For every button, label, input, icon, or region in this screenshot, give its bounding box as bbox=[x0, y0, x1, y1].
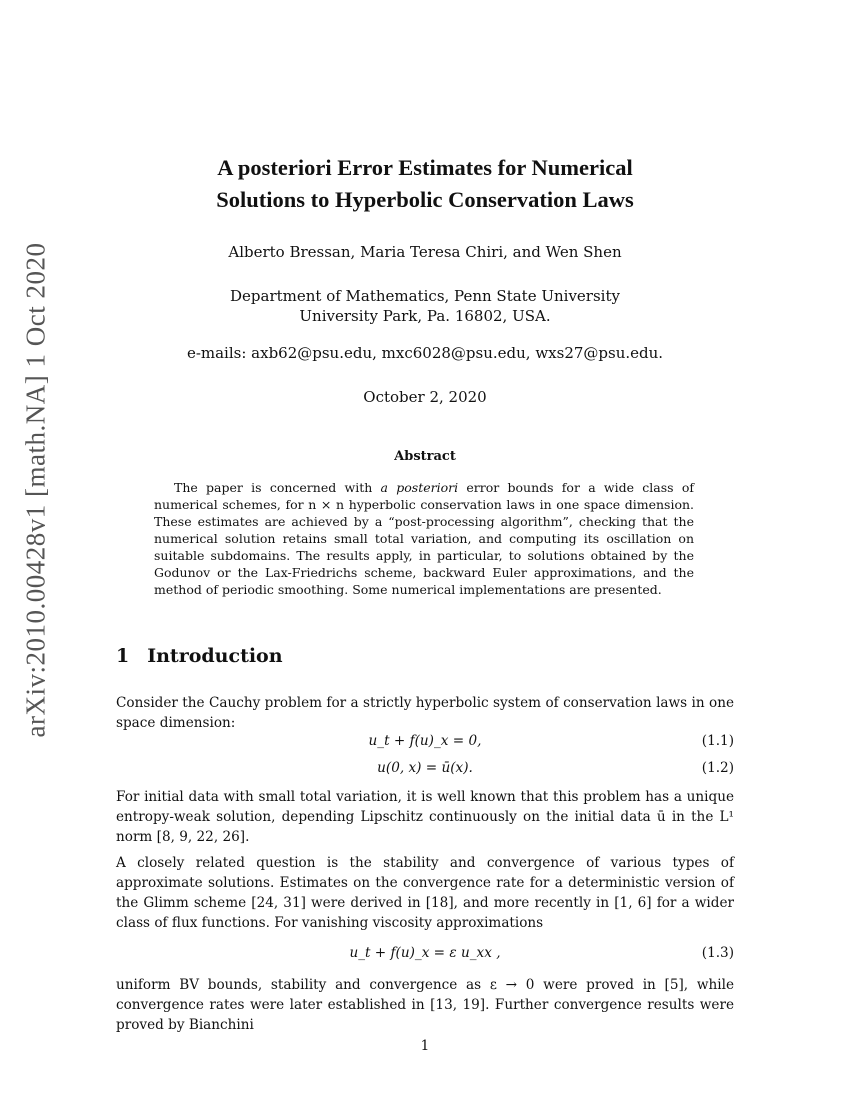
arxiv-sidebar-stamp bbox=[8, 242, 64, 738]
equation-1-1 bbox=[116, 733, 734, 755]
equation-1-1-formula: u_t + f(u)_x = 0, bbox=[368, 733, 482, 749]
equation-1-3-formula: u_t + f(u)_x = ε u_xx , bbox=[349, 945, 501, 961]
abstract-heading: Abstract bbox=[394, 449, 456, 464]
intro-paragraph-3: A closely related question is the stability and convergence of various types of approximate solutions. Estimates on the convergence rate for a deterministic version of the Glimm scheme [24, 31] were derived in [18], and more recently in [1, 6] for a wider class of flux functions. For vanishing viscosity approximations bbox=[116, 855, 734, 931]
equation-1-2-number: (1.2) bbox=[701, 760, 734, 776]
section-title: Introduction bbox=[147, 645, 283, 667]
abstract-emphasis: a posteriori bbox=[380, 480, 459, 495]
equation-1-2-formula: u(0, x) = ū(x). bbox=[377, 760, 473, 776]
intro-paragraph-4: uniform BV bounds, stability and convergence as ε → 0 were proved in [5], while convergence rates were later established in [13, 19]. Further convergence results were proved by Bianchini bbox=[116, 977, 734, 1033]
intro-paragraph-1: Consider the Cauchy problem for a strictly hyperbolic system of conservation laws in one space dimension: bbox=[116, 695, 734, 731]
equation-1-1-number: (1.1) bbox=[701, 733, 734, 749]
equation-1-2 bbox=[116, 760, 734, 782]
title-line-2: Solutions to Hyperbolic Conservation Laws bbox=[216, 187, 634, 212]
intro-paragraph-2: For initial data with small total variation, it is well known that this problem has a unique entropy-weak solution, depending Lipschitz continuously on the initial data ū in the L¹ norm [8, 9, 22, 26]. bbox=[116, 789, 734, 845]
arxiv-identifier: arXiv:2010.00428v1 [math.NA] 1 Oct 2020 bbox=[20, 242, 51, 738]
section-heading-introduction bbox=[116, 645, 283, 667]
paper-title bbox=[0, 152, 850, 216]
author-emails: e-mails: axb62@psu.edu, mxc6028@psu.edu, wxs27@psu.edu. bbox=[186, 344, 664, 362]
affiliation-line-2: University Park, Pa. 16802, USA. bbox=[299, 307, 551, 325]
equation-1-3-number: (1.3) bbox=[701, 945, 734, 961]
abstract-body bbox=[154, 479, 694, 598]
section-number: 1 bbox=[116, 645, 130, 667]
publication-date: October 2, 2020 bbox=[363, 388, 487, 406]
title-line-1: A posteriori Error Estimates for Numerical bbox=[217, 155, 633, 180]
abstract-text-rest: error bounds for a wide class of numerical schemes, for n × n hyperbolic conservation laws in one space dimension. These estimates are achieved by a “post-processing algorithm”, checking that the numerical solution retains small total variation, and computing its oscillation on suitable subdomains. The results apply, in particular, to solutions obtained by the Godunov or the Lax-Friedrichs scheme, backward Euler approximations, and the method of periodic smoothing. Some numerical implementations are presented. bbox=[154, 480, 694, 597]
page-number: 1 bbox=[420, 1038, 430, 1054]
affiliation-line-1: Department of Mathematics, Penn State University bbox=[230, 287, 620, 305]
abstract-text-start: The paper is concerned with bbox=[174, 480, 381, 495]
authors: Alberto Bressan, Maria Teresa Chiri, and Wen Shen bbox=[228, 243, 622, 261]
equation-1-3 bbox=[116, 945, 734, 967]
affiliation bbox=[0, 286, 850, 326]
